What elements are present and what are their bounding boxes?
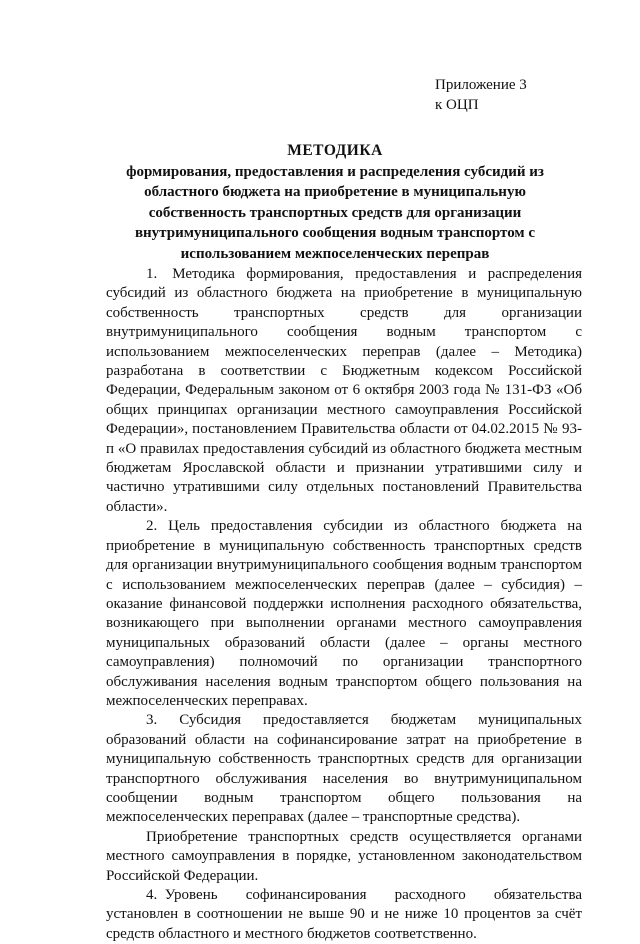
paragraph-3-continued: Приобретение транспортных средств осуществляется органами местного самоуправления в порядке, установленном законодательством Российской Федерации.: [106, 828, 582, 884]
appendix-number: Приложение 3: [435, 77, 527, 93]
paragraph-2: 2. Цель предоставления субсидии из областного бюджета на приобретение в муниципальную собственность транспортных средств для организации внутримуниципального сообщения водным транспортом с использованием межпоселенческих переправ (далее – субсидия) – оказание финансовой поддержки исполнения расходного обязательства, возникающего при выполнении органами местного самоуправления муниципальных образований области (далее – органы местного самоуправления) полномочий по организации транспортного обслуживания населения водным транспортом общего пользования на межпоселенческих переправах.: [106, 518, 582, 709]
paragraph-4: 4. Уровень софинансирования расходного обязательства установлен в соотношении не выше 90 и не ниже 10 процентов за счёт средств областного и местного бюджетов соответственно.: [106, 887, 582, 942]
paragraph-3: 3. Субсидия предоставляется бюджетам муниципальных образований области на софинансирование затрат на приобретение в муниципальную собственность транспортных средств для организации транспортного обслуживания населения во внутримуниципальном сообщении водным транспортом общего пользования на межпоселенческих переправах (далее – транспортные средства).: [106, 712, 582, 826]
title-main: МЕТОДИКА: [287, 142, 383, 159]
appendix-reference: к ОЦП: [435, 97, 479, 113]
appendix-label: [435, 75, 527, 115]
document-title: [100, 141, 570, 265]
document-body: [106, 265, 582, 944]
paragraph-1: 1. Методика формирования, предоставления и распределения субсидий из областного бюджета на приобретение в муниципальную собственность транспортных средств для организации внутримуниципального сообщения водным транспортом с использованием межпоселенческих переправ (далее – Методика) разработана в соответствии с Бюджетным кодексом Российской Федерации, Федеральным законом от 6 октября 2003 года № 131-ФЗ «Об общих принципах организации местного самоуправления Российской Федерации», постановлением Правительства области от 04.02.2015 № 93-п «О правилах предоставления субсидий из областного бюджета местным бюджетам Ярославской области и признании утратившими силу и частично утратившими силу отдельных постановлений Правительства области».: [106, 266, 582, 515]
title-subtitle: формирования, предоставления и распределения субсидий из областного бюджета на приобретение в муниципальную собственность транспортных средств для организации внутримуниципального сообщения водным транспортом с использованием межпоселенческих переправ: [126, 163, 544, 262]
